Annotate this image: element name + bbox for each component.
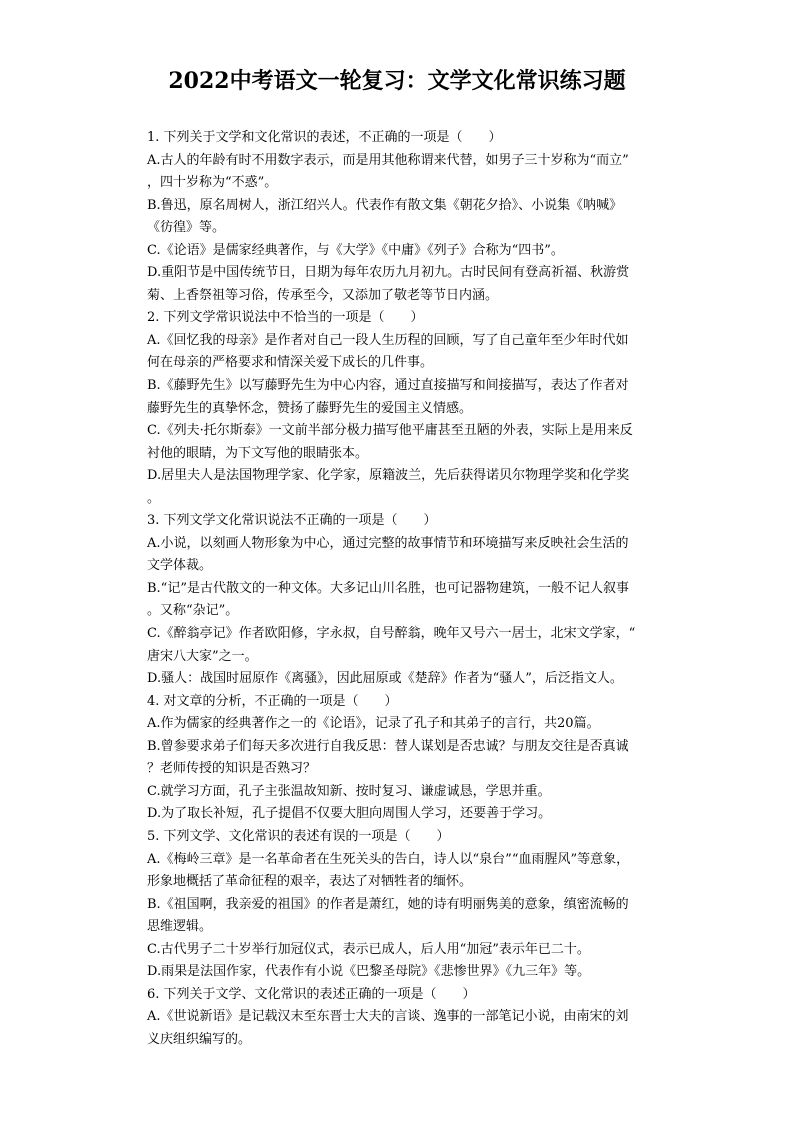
- text-line: A.小说，以刻画人物形象为中心，通过完整的故事情节和环境描写来反映社会生活的: [147, 535, 629, 551]
- text-line: 4. 对文章的分析，不正确的一项是（ ）: [147, 693, 398, 709]
- text-line: ，四十岁称为“不惑”。: [147, 175, 278, 191]
- text-line: A.《梅岭三章》是一名革命者在生死关头的告白，诗人以“泉台”“血雨腥风”等意象，: [147, 851, 630, 867]
- text-line: A.《世说新语》是记载汉末至东晋士大夫的言谈、逸事的一部笔记小说，由南宋的刘: [147, 1009, 629, 1025]
- text-line: 形象地概括了革命征程的艰辛，表达了对牺牲者的缅怀。: [147, 874, 473, 890]
- text-line: 3. 下列文学文化常识说法不正确的一项是（ ）: [147, 513, 437, 529]
- text-line: C.《醉翁亭记》作者欧阳修，字永叔，自号醉翁，晚年又号六一居士，北宋文学家，“: [147, 626, 636, 642]
- text-line: 义庆组织编写的。: [147, 1031, 252, 1047]
- text-line: B.“记”是古代散文的一种文体。大多记山川名胜，也可记器物建筑，一般不记人叙事: [147, 580, 629, 596]
- text-line: 《彷徨》等。: [147, 220, 226, 236]
- text-line: 衬他的眼睛，为下文写他的眼睛张本。: [147, 445, 369, 461]
- text-line: B.《藤野先生》以写藤野先生为中心内容，通过直接描写和间接描写，表达了作者对: [147, 378, 629, 394]
- text-line: 思维逻辑。: [147, 919, 213, 935]
- text-line: 2. 下列文学常识说法中不恰当的一项是（ ）: [147, 310, 424, 326]
- text-line: 。: [147, 490, 161, 506]
- text-line: ？老师传授的知识是否熟习？: [147, 761, 317, 777]
- text-line: D.为了取长补短，孔子提倡不仅要大胆向周围人学习，还要善于学习。: [147, 806, 552, 822]
- document-body: [147, 127, 671, 1051]
- text-line: A.《回忆我的母亲》是作者对自己一段人生历程的回顾，写了自己童年至少年时代如: [147, 332, 629, 348]
- text-line: C.《论语》是儒家经典著作，与《大学》《中庸》《列子》合称为“四书”。: [147, 242, 564, 258]
- text-line: A.古人的年龄有时不用数字表示，而是用其他称谓来代替，如男子三十岁称为“而立”: [147, 152, 629, 168]
- text-line: B.曾参要求弟子们每天多次进行自我反思：替人谋划是否忠诚？与朋友交往是否真诚: [147, 738, 629, 754]
- text-line: D.重阳节是中国传统节日，日期为每年农历九月初九。古时民间有登高祈福、秋游赏: [147, 265, 630, 281]
- text-line: 文学体裁。: [147, 558, 213, 574]
- text-line: D.居里夫人是法国物理学家、化学家，原籍波兰，先后获得诺贝尔物理学奖和化学奖: [147, 468, 630, 484]
- text-line: D.骚人：战国时屈原作《离骚》，因此屈原或《楚辞》作者为“骚人”，后泛指文人。: [147, 671, 623, 687]
- text-line: 1. 下列关于文学和文化常识的表述，不正确的一项是（ ）: [147, 130, 502, 145]
- text-line: D.雨果是法国作家，代表作有小说《巴黎圣母院》《悲惨世界》《九三年》等。: [147, 964, 591, 980]
- text-line: C.就学习方面，孔子主张温故知新、按时复习、谦虚诚恳，学思并重。: [147, 783, 551, 799]
- text-line: 何在母亲的严格要求和情深关爱下成长的几件事。: [147, 355, 434, 371]
- text-line: 。又称“杂记”。: [147, 603, 239, 619]
- text-line: A.作为儒家的经典著作之一的《论语》，记录了孔子和其弟子的言行，共20篇。: [147, 716, 600, 732]
- text-line: B.《祖国啊，我亲爱的祖国》的作者是萧红，她的诗有明丽隽美的意象，缜密流畅的: [147, 896, 629, 912]
- text-line: 藤野先生的真挚怀念，赞扬了藤野先生的爱国主义情感。: [147, 400, 473, 416]
- text-line: B.鲁迅，原名周树人，浙江绍兴人。代表作有散文集《朝花夕拾》、小说集《呐喊》: [147, 197, 623, 213]
- text-line: 唐宋八大家”之一。: [147, 648, 258, 664]
- text-line: 6. 下列关于文学、文化常识的表述正确的一项是（ ）: [147, 986, 476, 1002]
- text-line: C.古代男子二十岁举行加冠仪式，表示已成人，后人用“加冠”表示年已二十。: [147, 941, 590, 957]
- text-line: 5. 下列文学、文化常识的表述有误的一项是（ ）: [147, 828, 450, 844]
- text-line: C.《列夫·托尔斯泰》一文前半部分极力描写他平庸甚至丑陋的外表，实际上是用来反: [147, 423, 633, 439]
- text-line: 菊、上香祭祖等习俗，传承至今，又添加了敬老等节日内涵。: [147, 287, 499, 303]
- document-title: 2022中考语文一轮复习：文学文化常识练习题: [168, 68, 626, 94]
